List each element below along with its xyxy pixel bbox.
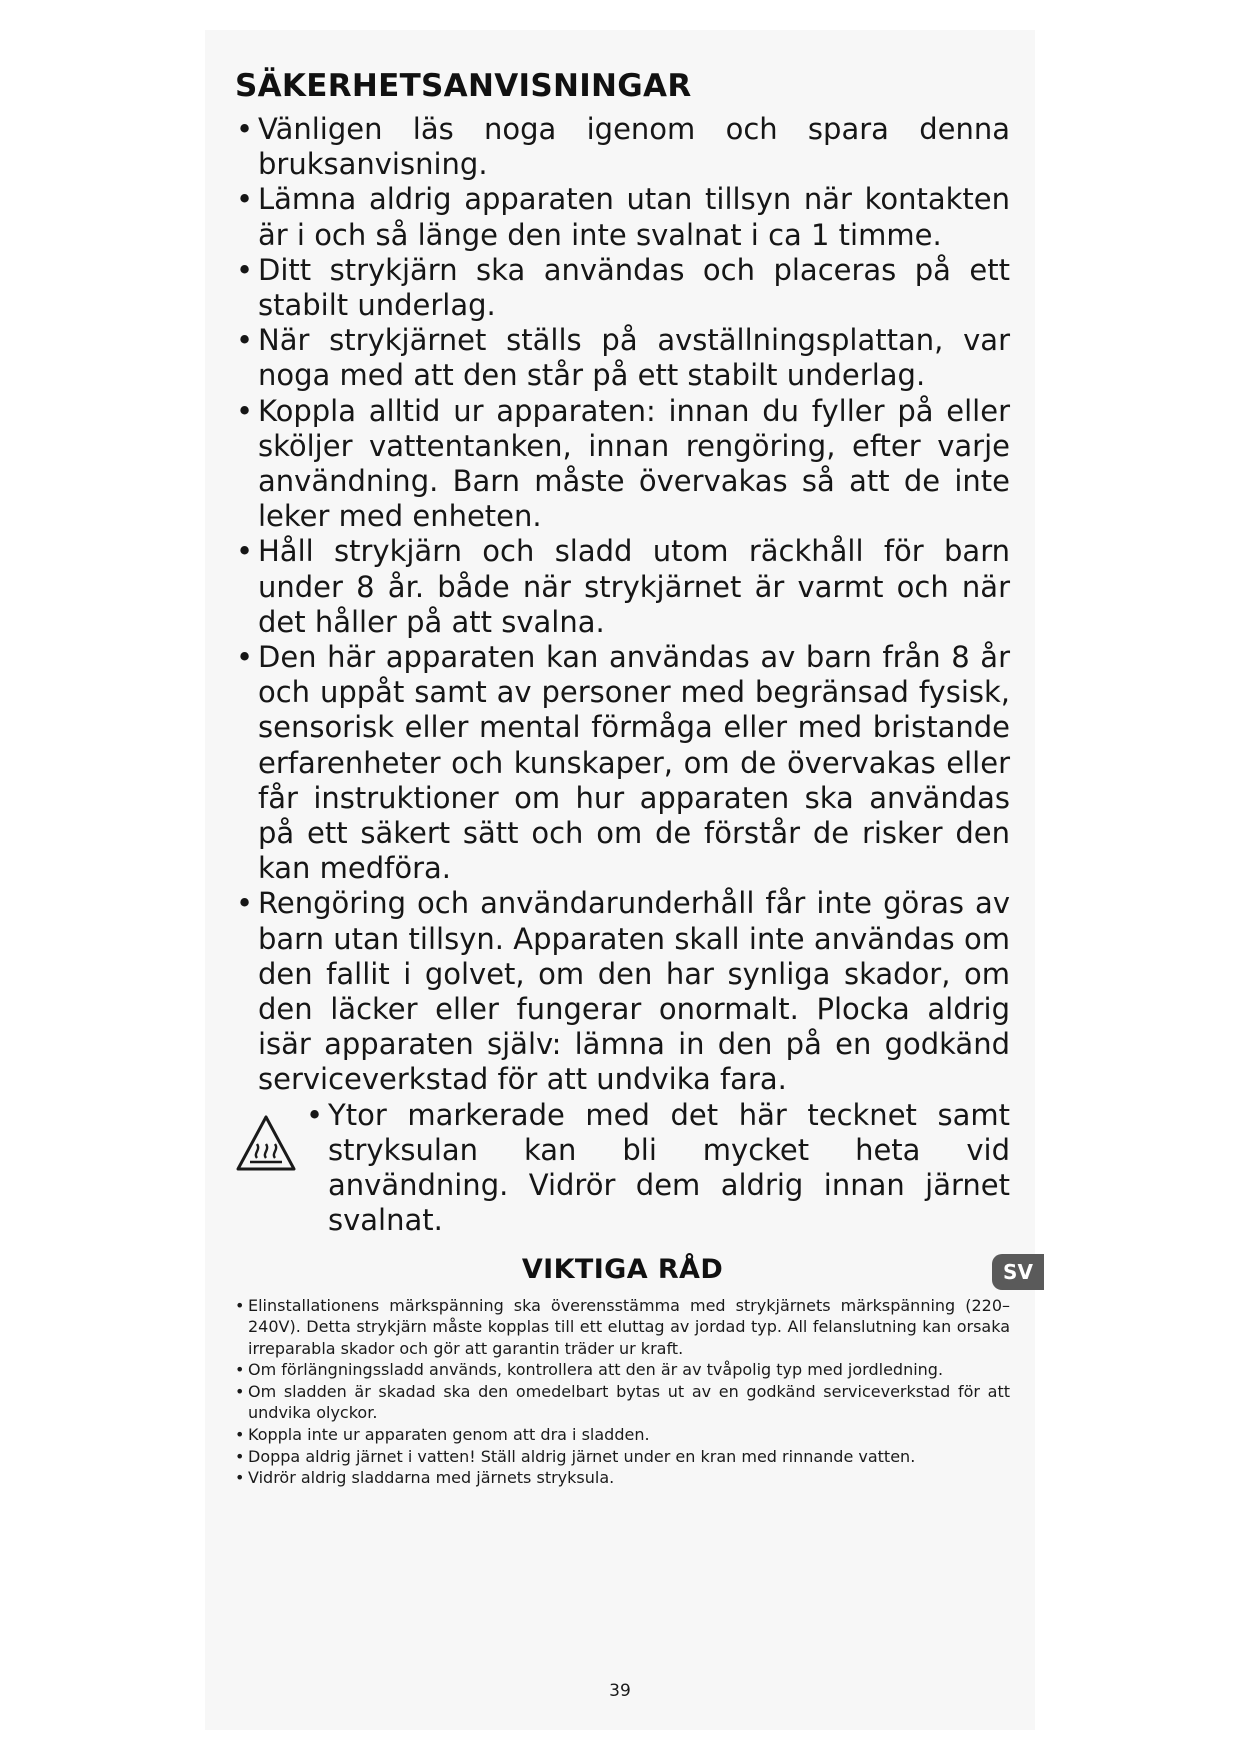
safety-item: • Vänligen läs noga igenom och spara denna bruksanvisning.: [235, 112, 1010, 182]
safety-item: • Lämna aldrig apparaten utan tillsyn när kontakten är i och så länge den inte svalnat i ca 1 timme.: [235, 182, 1010, 252]
advice-item: • Vidrör aldrig sladdarna med järnets stryksula.: [235, 1467, 1010, 1489]
advice-item: • Doppa aldrig järnet i vatten! Ställ aldrig järnet under en kran med rinnande vatten.: [235, 1446, 1010, 1468]
safety-item: • Rengöring och användarunderhåll får inte göras av barn utan tillsyn. Apparaten skall inte användas om den fallit i golvet, om den har synliga skador, om den läcker eller fungerar onormalt. Plocka aldrig isär apparaten själv: lämna in den på en godkänd serviceverkstad för att undvika fara.: [235, 886, 1010, 1097]
hot-surface-item: • Ytor markerade med det här tecknet samt stryksulan kan bli mycket heta vid användning. Vidrör dem aldrig innan järnet svalnat.: [305, 1098, 1010, 1239]
safety-item: • Koppla alltid ur apparaten: innan du fyller på eller sköljer vattentanken, innan rengöring, efter varje användning. Barn måste övervakas så att de inte leker med enheten.: [235, 394, 1010, 535]
advice-item: • Om förlängningssladd används, kontrollera att den är av tvåpolig typ med jordledning.: [235, 1359, 1010, 1381]
advice-item: • Elinstallationens märkspänning ska överensstämma med strykjärnets märkspänning (220–240V). Detta strykjärn måste kopplas till ett eluttag av jordad typ. All felanslutning kan orsaka irreparabla skador och gör att garantin träder ur kraft.: [235, 1295, 1010, 1360]
advice-item: • Om sladden är skadad ska den omedelbart bytas ut av en godkänd serviceverkstad för att undvika olyckor.: [235, 1381, 1010, 1424]
safety-item: • Håll strykjärn och sladd utom räckhåll för barn under 8 år. både när strykjärnet är varmt och när det håller på att svalna.: [235, 534, 1010, 640]
language-tab: SV: [992, 1254, 1044, 1290]
safety-title: SÄKERHETSANVISNINGAR: [235, 68, 692, 104]
advice-list: [235, 1295, 1010, 1489]
hot-surface-block: [235, 1098, 1010, 1239]
hot-surface-list: [235, 1098, 1010, 1239]
safety-item: • Den här apparaten kan användas av barn från 8 år och uppåt samt av personer med begränsad fysisk, sensorisk eller mental förmåga eller med bristande erfarenheter och kunskaper, om de övervakas eller får instruktioner om hur apparaten ska användas på ett säkert sätt och om de förstår de risker den kan medföra.: [235, 640, 1010, 886]
safety-list: [235, 112, 1010, 1098]
document-content: [235, 66, 1010, 1489]
safety-item: • Ditt strykjärn ska användas och placeras på ett stabilt underlag.: [235, 253, 1010, 323]
advice-title: VIKTIGA RÅD: [521, 1253, 724, 1285]
page-number: 39: [609, 1681, 631, 1701]
hot-surface-warning-icon: [235, 1114, 297, 1172]
safety-item: • När strykjärnet ställs på avställningsplattan, var noga med att den står på ett stabilt underlag.: [235, 323, 1010, 393]
advice-item: • Koppla inte ur apparaten genom att dra i sladden.: [235, 1424, 1010, 1446]
